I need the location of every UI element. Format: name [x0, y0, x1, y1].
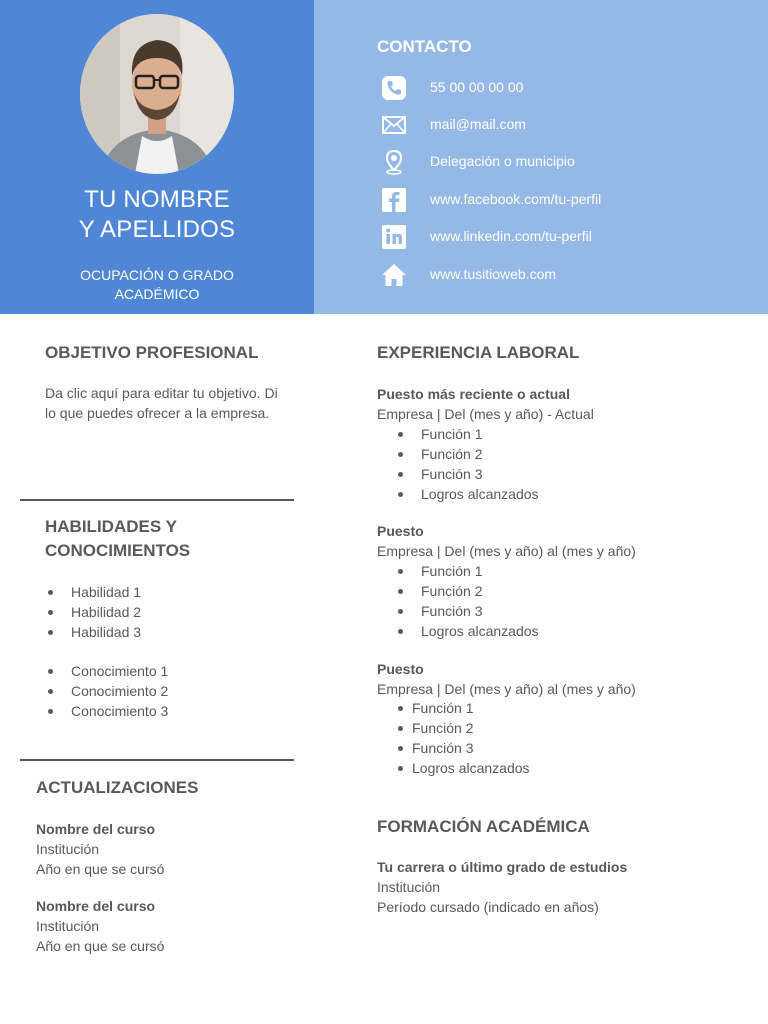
job-company: Empresa | Del (mes y año) - Actual	[377, 406, 594, 422]
course-1	[36, 819, 164, 879]
job-3-duties	[397, 698, 530, 778]
occupation-line2: ACADÉMICO	[114, 286, 200, 302]
contact-location	[378, 147, 738, 177]
education-entry	[377, 857, 627, 917]
abilities-list	[45, 582, 141, 642]
objective-text	[45, 383, 278, 423]
list-item: Conocimiento 3	[45, 701, 168, 721]
section-divider	[20, 499, 294, 501]
profile-photo	[80, 14, 234, 174]
list-item: Función 1	[397, 561, 539, 581]
updates-title: ACTUALIZACIONES	[36, 778, 199, 797]
section-divider	[20, 759, 294, 761]
education-institution: Institución	[377, 879, 441, 895]
mail-icon	[380, 111, 408, 139]
list-item: Función 2	[397, 718, 530, 738]
occupation-line1: OCUPACIÓN O GRADO	[80, 267, 234, 283]
course-institution: Institución	[36, 841, 100, 857]
job-1-header	[377, 384, 594, 424]
skills-title-line2: CONOCIMIENTOS	[45, 541, 191, 560]
contact-mail-text: mail@mail.com	[430, 116, 526, 132]
education-period: Período cursado (indicado en años)	[377, 899, 599, 915]
facebook-icon	[380, 186, 408, 214]
contact-phone-text: 55 00 00 00 00	[430, 79, 524, 95]
contact-facebook-text: www.facebook.com/tu-perfil	[430, 191, 602, 207]
objective-line2: lo que puedes ofrecer a la empresa.	[45, 405, 270, 421]
contact-linkedin-text: www.linkedin.com/tu-perfil	[430, 228, 592, 244]
list-item: Logros alcanzados	[397, 621, 539, 641]
list-item: Función 1	[397, 424, 539, 444]
contact-facebook	[378, 185, 738, 215]
phone-icon	[380, 74, 408, 102]
list-item: Logros alcanzados	[397, 758, 530, 778]
knowledge-list	[45, 661, 168, 721]
education-degree: Tu carrera o último grado de estudios	[377, 859, 628, 875]
list-item: Habilidad 2	[45, 602, 141, 622]
job-2-header	[377, 521, 636, 561]
contact-linkedin	[378, 222, 738, 252]
contact-website-text: www.tusitioweb.com	[430, 266, 557, 282]
list-item: Función 2	[397, 444, 539, 464]
objective-line1: Da clic aquí para editar tu objetivo. Di	[45, 385, 278, 401]
contact-title: CONTACTO	[377, 37, 472, 56]
job-company: Empresa | Del (mes y año) al (mes y año)	[377, 681, 636, 697]
list-item: Conocimiento 1	[45, 661, 168, 681]
job-2-duties	[397, 561, 539, 641]
list-item: Conocimiento 2	[45, 681, 168, 701]
contact-mail	[378, 110, 738, 140]
full-name-line2: Y APELLIDOS	[78, 216, 236, 243]
course-institution: Institución	[36, 918, 100, 934]
education-title: FORMACIÓN ACADÉMICA	[377, 817, 590, 836]
course-name: Nombre del curso	[36, 821, 156, 837]
list-item: Función 3	[397, 738, 530, 758]
list-item: Habilidad 3	[45, 622, 141, 642]
job-company: Empresa | Del (mes y año) al (mes y año)	[377, 543, 636, 559]
skills-title-line1: HABILIDADES Y	[45, 517, 177, 536]
contact-website	[378, 260, 738, 290]
course-2	[36, 896, 164, 956]
list-item: Función 3	[397, 601, 539, 621]
job-position: Puesto	[377, 523, 424, 539]
linkedin-icon	[380, 223, 408, 251]
contact-phone	[378, 73, 738, 103]
objective-title: OBJETIVO PROFESIONAL	[45, 343, 259, 362]
header-left-panel	[0, 0, 314, 314]
location-pin-icon	[380, 148, 408, 176]
list-item: Función 2	[397, 581, 539, 601]
contact-location-text: Delegación o municipio	[430, 153, 575, 169]
list-item: Función 1	[397, 698, 530, 718]
job-1-duties	[397, 424, 539, 504]
course-year: Año en que se cursó	[36, 861, 165, 877]
full-name-line1: TU NOMBRE	[84, 186, 230, 213]
list-item: Función 3	[397, 464, 539, 484]
list-item: Habilidad 1	[45, 582, 141, 602]
job-3-header	[377, 659, 636, 699]
course-name: Nombre del curso	[36, 898, 156, 914]
experience-title: EXPERIENCIA LABORAL	[377, 343, 580, 362]
job-position: Puesto más reciente o actual	[377, 386, 570, 402]
course-year: Año en que se cursó	[36, 938, 165, 954]
home-icon	[380, 261, 408, 289]
list-item: Logros alcanzados	[397, 484, 539, 504]
skills-title	[45, 515, 190, 563]
job-position: Puesto	[377, 661, 424, 677]
